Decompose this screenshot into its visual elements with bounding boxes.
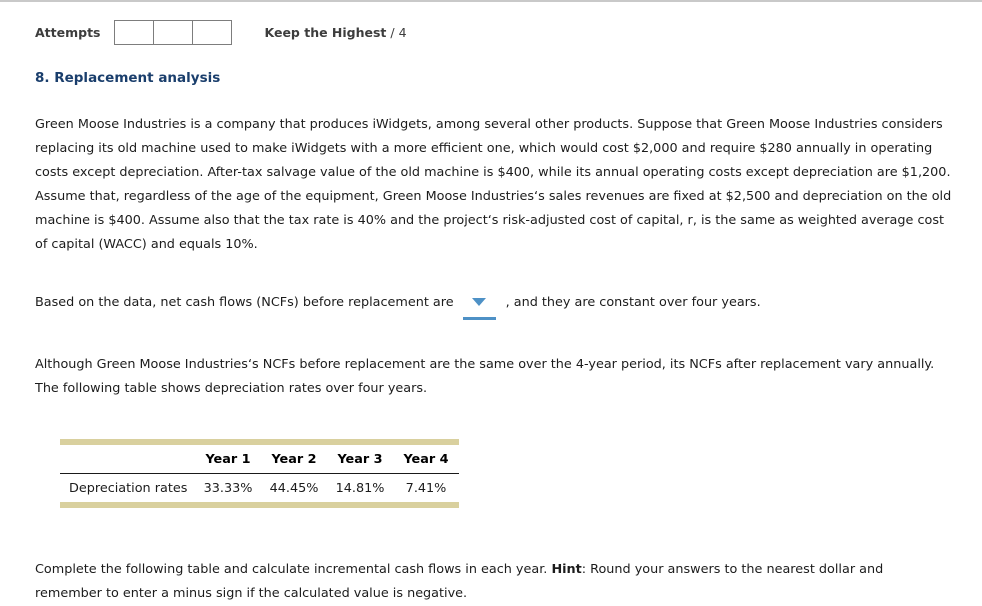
ncf-dropdown[interactable] bbox=[463, 291, 496, 320]
table-row bbox=[60, 474, 459, 503]
depreciation-year2-value: 44.45% bbox=[269, 481, 319, 496]
attempt-box-2 bbox=[153, 20, 193, 45]
ncf-sentence bbox=[35, 291, 952, 320]
table-header-empty bbox=[60, 445, 195, 474]
depreciation-year1-value: 33.33% bbox=[203, 481, 253, 496]
table-intro-paragraph: Although Green Moose Industries‘s NCFs before replacement are the same over the 4-year period, its NCFs after replacement vary annually. The following table shows depreciation rates over four years. bbox=[35, 357, 935, 396]
instruction-text-before-hint: Complete the following table and calculate incremental cash flows in each year. bbox=[35, 562, 552, 577]
depreciation-year4-value: 7.41% bbox=[405, 481, 447, 496]
depreciation-year3-value: 14.81% bbox=[335, 481, 385, 496]
table-header-row bbox=[60, 445, 459, 474]
hint-label: Hint bbox=[551, 562, 582, 577]
chevron-down-icon bbox=[472, 298, 486, 306]
table-header-year3: Year 3 bbox=[337, 452, 383, 467]
ncf-sentence-prefix: Based on the data, net cash flows (NCFs) before replacement are bbox=[35, 295, 454, 310]
table-header-year2: Year 2 bbox=[271, 452, 317, 467]
intro-paragraph: Green Moose Industries is a company that produces iWidgets, among several other products. Suppose that Green Moose Industries considers replacing its old machine used to make iWidgets with a more efficient one, which would cost $2,000 and require $280 annually in operating costs except depreciation. After-tax salvage value of the old machine is $400, while its annual operating costs except depreciation are $1,200. Assume that, regardless of the age of the equipment, Green Moose Industries‘s sales revenues are fixed at $2,500 and depreciation on the old machine is $400. Assume also that the tax rate is 40% and the project‘s risk-adjusted cost of capital, r, is the same as weighted average cost of capital (WACC) and equals 10%. bbox=[35, 117, 952, 252]
instruction-text-after-hint: : Round your answers to the nearest dollar and remember to enter a minus sign if the calculated value is negative. bbox=[35, 562, 884, 601]
ncf-sentence-suffix: , and they are constant over four years. bbox=[505, 295, 761, 310]
attempts-header bbox=[35, 19, 952, 45]
attempt-box-3 bbox=[192, 20, 232, 45]
problem-title: 8. Replacement analysis bbox=[35, 70, 221, 86]
table-bottom-band bbox=[60, 502, 459, 508]
instruction-paragraph bbox=[35, 558, 952, 606]
keep-highest bbox=[265, 25, 407, 40]
attempt-boxes bbox=[114, 20, 232, 45]
problem-page bbox=[0, 2, 982, 606]
keep-highest-score: / 4 bbox=[390, 24, 407, 40]
keep-highest-label: Keep the Highest bbox=[264, 24, 387, 40]
depreciation-row-label: Depreciation rates bbox=[69, 481, 188, 496]
attempt-box-1 bbox=[114, 20, 154, 45]
table-header-year4: Year 4 bbox=[403, 452, 449, 467]
attempts-label: Attempts bbox=[35, 24, 101, 40]
depreciation-table bbox=[60, 439, 459, 508]
table-header-year1: Year 1 bbox=[205, 452, 251, 467]
